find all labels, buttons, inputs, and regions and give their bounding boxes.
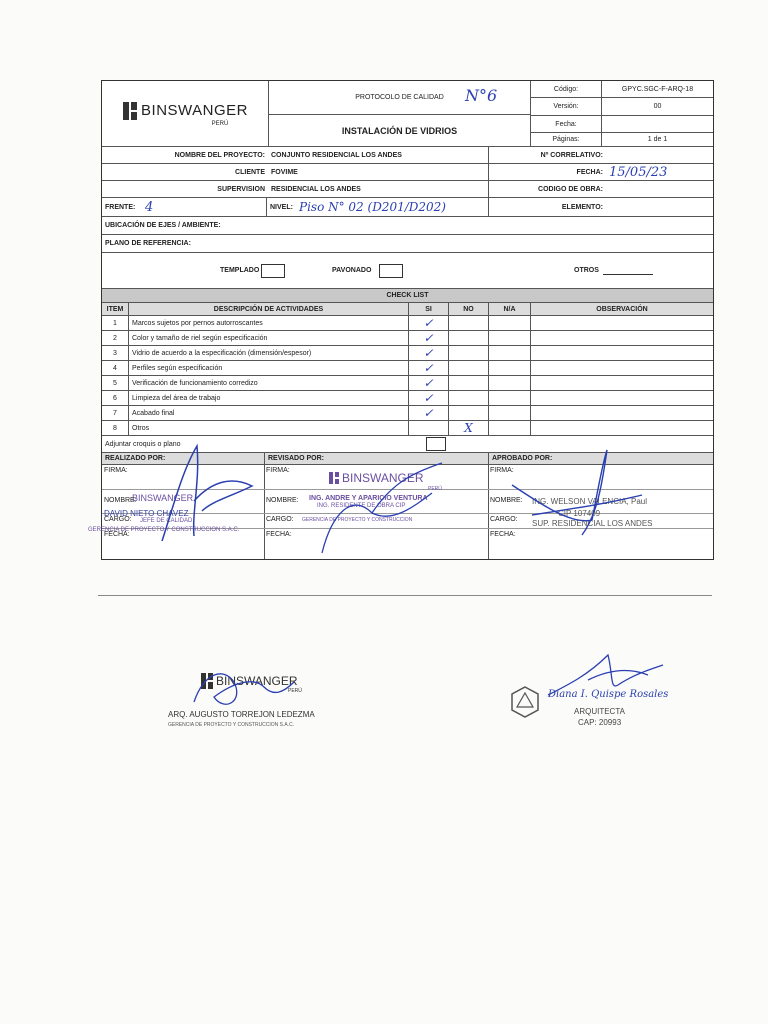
form-header <box>102 81 713 147</box>
realizado-firma-label: FIRMA: <box>104 467 128 474</box>
realizado-stamp-role: JEFE DE CALIDAD <box>140 518 193 524</box>
revisado-stamp-role: ING. RESIDENTE DE OBRA CIP <box>317 503 406 509</box>
bottom-right-signature <box>538 645 668 705</box>
elemento-label: ELEMENTO: <box>488 198 606 216</box>
checklist-na-cell[interactable] <box>488 316 530 330</box>
checklist-item-desc: Otros <box>128 421 408 435</box>
col-desc: DESCRIPCIÓN DE ACTIVIDADES <box>128 303 408 315</box>
checklist-no-mark[interactable] <box>448 346 488 360</box>
realizado-cargo-label: CARGO: <box>104 516 132 523</box>
ubicacion-row <box>102 217 713 235</box>
bottom-left-brand: BINSWANGER <box>216 674 298 688</box>
checklist-si-mark[interactable] <box>408 421 448 435</box>
form-title: INSTALACIÓN DE VIDRIOS <box>341 125 458 136</box>
checklist-si-mark[interactable]: ✓ <box>408 391 448 405</box>
checklist-obs-cell[interactable] <box>530 316 713 330</box>
pavonado-option[interactable] <box>332 253 422 288</box>
paginas-value: 1 de 1 <box>647 136 668 143</box>
checklist-item-number: 4 <box>113 364 117 372</box>
revisado-fecha-label: FECHA: <box>266 531 292 538</box>
checklist-si-mark[interactable]: ✓ <box>408 316 448 330</box>
checklist-header-row <box>102 303 713 316</box>
checklist-item-number: 2 <box>113 334 117 342</box>
checklist-obs-cell[interactable] <box>530 391 713 405</box>
checklist-na-cell[interactable] <box>488 391 530 405</box>
checklist-item-desc: Acabado final <box>128 406 408 420</box>
correlativo-label: Nº CORRELATIVO: <box>488 147 606 163</box>
checklist-no-mark[interactable]: X <box>448 421 488 435</box>
checklist-si-mark[interactable]: ✓ <box>408 406 448 420</box>
supervision-row <box>102 181 713 198</box>
version-value: 00 <box>653 103 662 110</box>
codigo-obra-value <box>606 181 713 197</box>
checklist-item-desc: Verificación de funcionamiento corredizo <box>128 376 408 390</box>
title-block <box>268 81 530 146</box>
checklist-no-mark[interactable] <box>448 316 488 330</box>
pavonado-label: PAVONADO <box>332 267 372 274</box>
checklist-item-desc: Limpieza del área de trabajo <box>128 391 408 405</box>
checklist-obs-cell[interactable] <box>530 346 713 360</box>
fecha-doc-value <box>602 116 713 132</box>
brand-name: BINSWANGER <box>141 102 248 119</box>
revisado-label: REVISADO POR: <box>264 453 488 464</box>
col-no: NO <box>448 303 488 315</box>
frente-value-handwritten: 4 <box>145 199 154 215</box>
checklist-na-cell[interactable] <box>488 331 530 345</box>
checklist-item-number: 6 <box>113 394 117 402</box>
revisado-signature <box>312 453 462 563</box>
templado-checkbox[interactable] <box>261 264 285 278</box>
col-item: ITEM <box>106 305 124 313</box>
company-logo <box>102 81 268 146</box>
adjuntar-checkbox[interactable] <box>426 437 446 451</box>
revisado-nombre-label: NOMBRE: <box>266 497 299 504</box>
frente-label: FRENTE: <box>105 203 136 211</box>
checklist-obs-cell[interactable] <box>530 361 713 375</box>
pavonado-checkbox[interactable] <box>379 264 403 278</box>
otros-label: OTROS <box>574 267 599 274</box>
document-control <box>530 81 713 146</box>
checklist-si-mark[interactable]: ✓ <box>408 346 448 360</box>
checklist-item-desc: Color y tamaño de riel según especificación <box>128 331 408 345</box>
checklist-no-mark[interactable] <box>448 376 488 390</box>
bottom-right-role: ARQUITECTA <box>574 707 625 716</box>
checklist-si-mark[interactable]: ✓ <box>408 361 448 375</box>
adjuntar-checkbox-cell[interactable] <box>424 436 448 452</box>
bottom-right-name: Diana I. Quispe Rosales <box>548 689 669 700</box>
revisado-stamp-name: ING. ANDRE Y APARICIO VENTURA <box>309 495 428 502</box>
fecha-value-handwritten: 15/05/23 <box>609 164 668 180</box>
aprobado-fecha-label: FECHA: <box>490 531 516 538</box>
bottom-left-signature <box>184 662 304 722</box>
checklist-na-cell[interactable] <box>488 346 530 360</box>
checklist-obs-cell[interactable] <box>530 376 713 390</box>
correlativo-value <box>606 147 713 163</box>
elemento-value <box>606 198 713 216</box>
codigo-label: Código: <box>531 81 602 97</box>
checklist-no-mark[interactable] <box>448 406 488 420</box>
bottom-left-stamp <box>164 662 364 742</box>
checklist-na-cell[interactable] <box>488 421 530 435</box>
aprobado-signature <box>502 445 652 555</box>
revisado-cargo-value: GERENCIA DE PROYECTO Y CONSTRUCCION <box>302 517 413 523</box>
checklist-obs-cell[interactable] <box>530 406 713 420</box>
project-name-value: CONJUNTO RESIDENCIAL LOS ANDES <box>271 151 402 159</box>
nivel-value-handwritten: Piso N° 02 (D201/D202) <box>299 200 446 214</box>
checklist-na-cell[interactable] <box>488 406 530 420</box>
quality-protocol-form <box>88 80 714 560</box>
checklist-title-row <box>102 289 713 303</box>
bottom-right-cap: CAP: 20993 <box>578 718 622 727</box>
checklist-item-desc: Perfiles según especificación <box>128 361 408 375</box>
checklist-row <box>102 346 713 361</box>
architect-seal-icon <box>508 685 542 719</box>
aprobado-stamp-role: SUP. RESIDENCIAL LOS ANDES <box>532 519 653 528</box>
checklist-item-number: 7 <box>113 409 117 417</box>
realizado-nombre-label: NOMBRE: <box>104 497 137 504</box>
revisado-firma-label: FIRMA: <box>266 467 290 474</box>
glass-type-row <box>102 253 713 289</box>
version-label: Versión: <box>531 98 602 115</box>
aprobado-nombre-label: NOMBRE: <box>490 497 523 504</box>
otros-option[interactable] <box>574 253 674 288</box>
checklist-item-number: 5 <box>113 379 117 387</box>
checklist-row <box>102 421 713 436</box>
protocol-label: PROTOCOLO DE CALIDAD <box>355 94 444 101</box>
project-name-label: NOMBRE DEL PROYECTO: <box>174 151 265 159</box>
checklist-na-cell[interactable] <box>488 361 530 375</box>
brand-sub: PERÚ <box>211 120 229 127</box>
realizado-fecha-label: FECHA: <box>104 531 130 538</box>
checklist-title: CHECK LIST <box>386 292 429 299</box>
checklist-obs-cell[interactable] <box>530 421 713 435</box>
bottom-left-brand-sub: PERÚ <box>288 688 302 694</box>
aprobado-cargo-label: CARGO: <box>490 516 518 523</box>
aprobado-firma-label: FIRMA: <box>490 467 514 474</box>
page-separator <box>98 595 712 596</box>
bottom-left-name: ARQ. AUGUSTO TORREJON LEDEZMA <box>168 710 315 719</box>
checklist-na-cell[interactable] <box>488 376 530 390</box>
checklist-item-number: 3 <box>113 349 117 357</box>
checklist-row <box>102 391 713 406</box>
revisado-stamp-brand-sub: PERÚ <box>428 486 442 492</box>
checklist-si-mark[interactable]: ✓ <box>408 331 448 345</box>
col-na: N/A <box>488 303 530 315</box>
cliente-value: FOVIME <box>271 168 298 176</box>
checklist-body <box>102 316 713 436</box>
adjuntar-label: Adjuntar croquis o plano <box>105 440 181 448</box>
realizado-stamp-dept: GERENCIA DE PROYECTO Y CONSTRUCCION S.A.C. <box>88 527 240 533</box>
codigo-obra-label: CODIGO DE OBRA: <box>488 181 606 197</box>
checklist-row <box>102 406 713 421</box>
codigo-value: GPYC.SGC-F-ARQ-18 <box>621 85 694 93</box>
project-name-row <box>102 147 713 164</box>
binswanger-logo-icon <box>122 101 138 121</box>
checklist-si-mark[interactable]: ✓ <box>408 376 448 390</box>
templado-option[interactable] <box>220 253 300 288</box>
realizado-stamp-name: DAVID NIETO CHAVEZ <box>104 509 189 518</box>
bottom-right-stamp <box>508 645 678 735</box>
aprobado-label: APROBADO POR: <box>488 453 713 464</box>
protocol-number-handwritten: N°6 <box>465 86 498 105</box>
ubicacion-label: UBICACIÓN DE EJES / AMBIENTE: <box>105 222 221 229</box>
checklist-no-mark[interactable] <box>448 331 488 345</box>
aprobado-stamp-name: ING. WELSON VALENCIA, Paul <box>532 497 647 506</box>
supervision-label: SUPERVISION <box>217 185 265 193</box>
checklist-row <box>102 331 713 346</box>
checklist-no-mark[interactable] <box>448 391 488 405</box>
checklist-item-number: 1 <box>113 319 117 327</box>
checklist-row <box>102 316 713 331</box>
col-obs: OBSERVACIÓN <box>530 303 713 315</box>
plano-label: PLANO DE REFERENCIA: <box>105 240 191 247</box>
cliente-row <box>102 164 713 181</box>
supervision-value: RESIDENCIAL LOS ANDES <box>271 185 361 193</box>
checklist-item-desc: Marcos sujetos por pernos autorroscantes <box>128 316 408 330</box>
bottom-left-role: GERENCIA DE PROYECTO Y CONSTRUCCION S.A.C. <box>168 722 295 728</box>
fecha-label: FECHA: <box>488 164 606 180</box>
checklist-no-mark[interactable] <box>448 361 488 375</box>
cliente-label: CLIENTE <box>235 168 265 176</box>
plano-row <box>102 235 713 253</box>
paginas-label: Páginas: <box>531 133 602 146</box>
templado-label: TEMPLADO <box>220 267 260 274</box>
frente-nivel-row <box>102 198 713 217</box>
col-si: SI <box>408 303 448 315</box>
realizado-signature <box>142 441 262 551</box>
otros-line[interactable] <box>603 266 653 275</box>
checklist-obs-cell[interactable] <box>530 331 713 345</box>
revisado-cargo-label: CARGO: <box>266 516 294 523</box>
checklist-row <box>102 376 713 391</box>
signatures-block <box>88 453 713 559</box>
aprobado-stamp-cip: CIP 107409 <box>558 509 601 518</box>
realizado-label: REALIZADO POR: <box>105 455 166 462</box>
checklist-row <box>102 361 713 376</box>
nivel-label: NIVEL: <box>266 198 296 216</box>
checklist-item-desc: Vidrio de acuerdo a la especificación (dimensión/espesor) <box>128 346 408 360</box>
revisado-stamp-brand: BINSWANGER <box>342 471 424 485</box>
checklist-item-number: 8 <box>113 424 117 432</box>
realizado-stamp-brand: BINSWANGER <box>132 493 194 503</box>
fecha-doc-label: Fecha: <box>531 116 602 132</box>
